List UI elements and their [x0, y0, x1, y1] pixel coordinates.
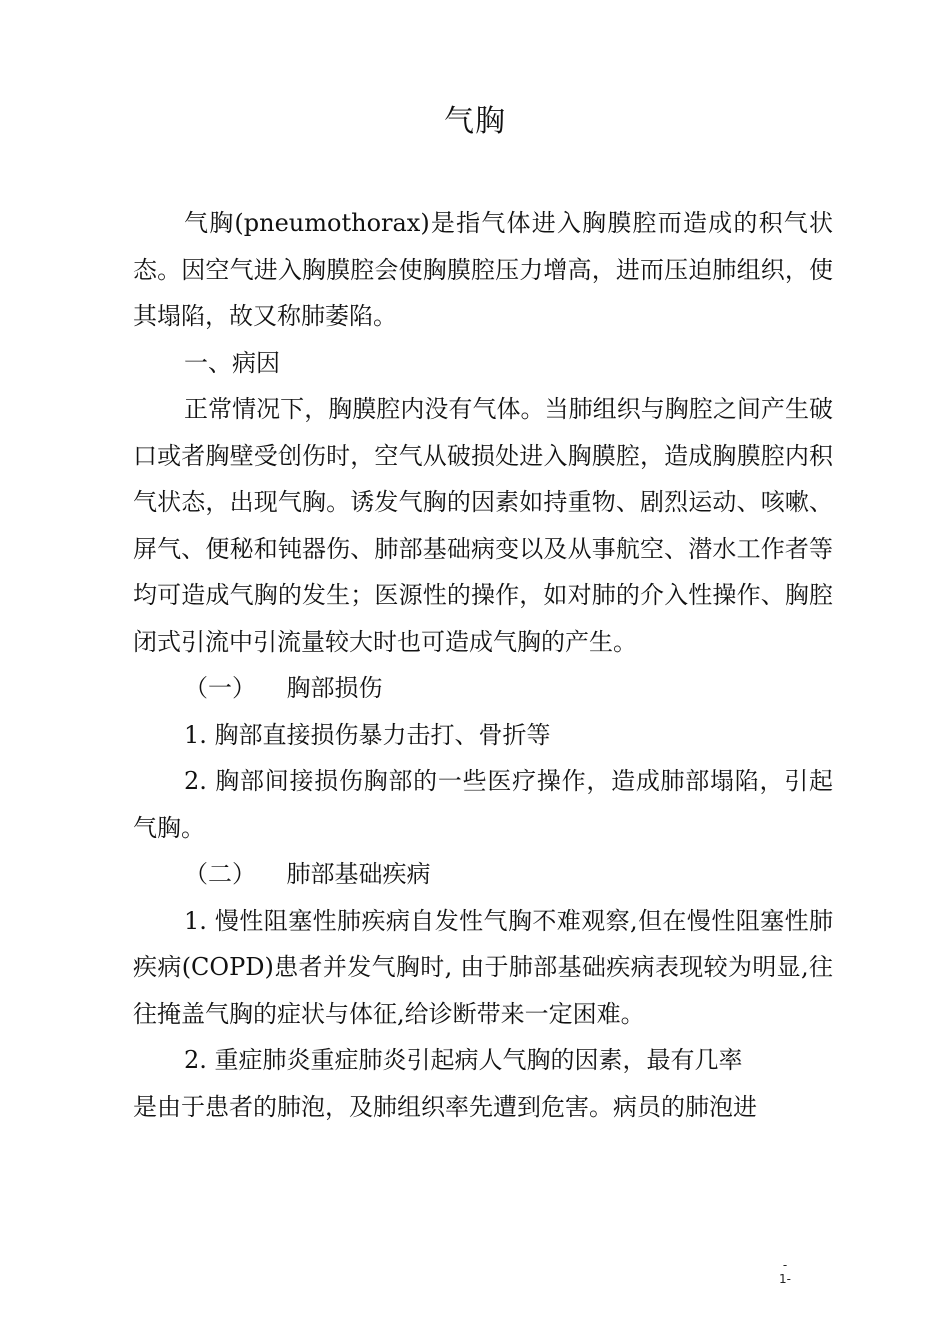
subheading-lung-disease: （二） 肺部基础疾病 — [184, 860, 431, 888]
list-item-pneumonia-line2: 是由于患者的肺泡，及肺组织率先遭到危害。病员的肺泡进 — [133, 1092, 757, 1121]
section-heading-causes: 一、病因 — [184, 348, 280, 377]
list-item-direct-injury: 1. 胸部直接损伤暴力击打、骨折等 — [184, 720, 551, 749]
list-item-copd: 1. 慢性阻塞性肺疾病自发性气胸不难观察,但在慢性阻塞性肺疾病(COPD)患者并发气胸时, 由于肺部基础疾病表现较为明显,往往掩盖气胸的症状与体征,给诊断带来一定困难。 — [133, 906, 833, 1028]
page-number-dash: - — [782, 1258, 788, 1272]
list-item-indirect-injury: 2. 胸部间接损伤胸部的一些医疗操作，造成肺部塌陷，引起气胸。 — [133, 767, 833, 842]
list-item-pneumonia-line1: 2. 重症肺炎重症肺炎引起病人气胸的因素，最有几率 — [184, 1046, 743, 1074]
page-number — [770, 1258, 800, 1286]
intro-paragraph: 气胸(pneumothorax)是指气体进入胸膜腔而造成的积气状态。因空气进入胸膜腔会使胸膜腔压力增高，进而压迫肺组织，使其塌陷，故又称肺萎陷。 — [133, 209, 833, 330]
document-title: 气胸 — [444, 104, 506, 139]
cause-paragraph: 正常情况下，胸膜腔内没有气体。当肺组织与胸腔之间产生破口或者胸壁受创伤时，空气从破损处进入胸膜腔，造成胸膜腔内积气状态，出现气胸。诱发气胸的因素如持重物、剧烈运动、咳嗽、屏气、便秘和钝器伤、肺部基础病变以及从事航空、潜水工作者等均可造成气胸的发生；医源性的操作，如对肺的介入性操作、胸腔闭式引流中引流量较大时也可造成气胸的产生。 — [133, 395, 833, 656]
page-number-value: 1- — [779, 1272, 791, 1286]
document-body — [133, 200, 833, 1130]
subheading-chest-injury: （一） 胸部损伤 — [184, 674, 383, 702]
